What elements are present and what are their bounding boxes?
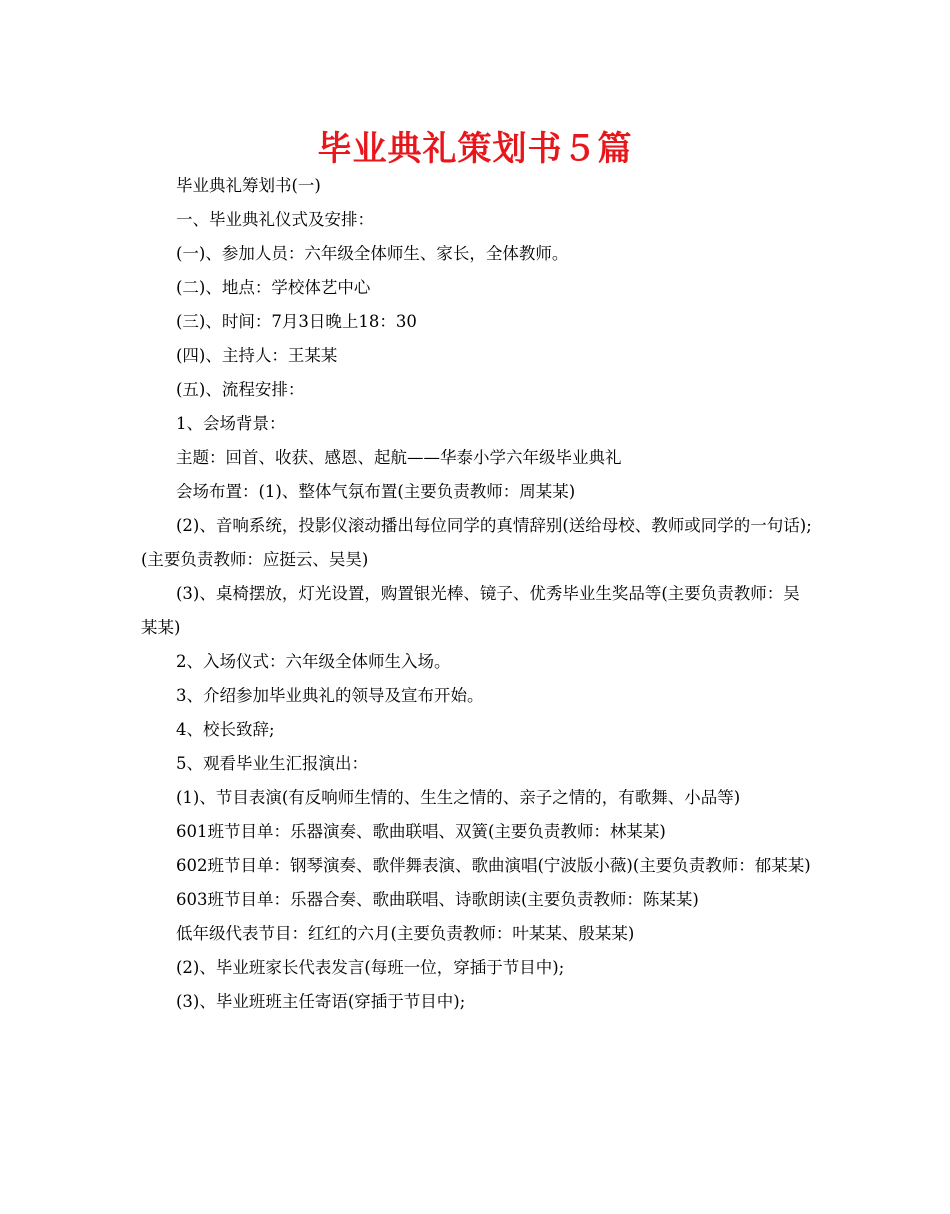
paragraph: (2)、毕业班家长代表发言(每班一位，穿插于节目中); (176, 958, 565, 977)
paragraph: (2)、音响系统，投影仪滚动播出每位同学的真情辞别(送给母校、教师或同学的一句话);(主要负责教师：应挺云、吴昊) (141, 516, 812, 569)
document-body (141, 169, 813, 1019)
paragraph: (3)、毕业班班主任寄语(穿插于节目中); (176, 992, 466, 1011)
paragraph: 毕业典礼筹划书(一) (176, 176, 321, 195)
paragraph: (三)、时间：7月3日晚上18：30 (176, 312, 417, 331)
page-title: 毕业典礼策划书５篇 (317, 129, 633, 169)
paragraph: (一)、参加人员：六年级全体师生、家长，全体教师。 (176, 244, 569, 263)
paragraph: 601班节目单：乐器演奏、歌曲联唱、双簧(主要负责教师：林某某) (176, 822, 666, 841)
paragraph: 602班节目单：钢琴演奏、歌伴舞表演、歌曲演唱(宁波版小薇)(主要负责教师：郁某某) (176, 856, 811, 875)
paragraph: 3、介绍参加毕业典礼的领导及宣布开始。 (176, 686, 484, 705)
paragraph: (1)、节目表演(有反响师生情的、生生之情的、亲子之情的，有歌舞、小品等) (176, 788, 741, 807)
paragraph: 会场布置：(1)、整体气氛布置(主要负责教师：周某某) (176, 482, 576, 501)
paragraph: 主题：回首、收获、感恩、起航——华泰小学六年级毕业典礼 (176, 448, 622, 467)
paragraph: (五)、流程安排： (176, 380, 305, 399)
paragraph: (3)、桌椅摆放，灯光设置，购置银光棒、镜子、优秀毕业生奖品等(主要负责教师：吴某某) (141, 584, 800, 637)
paragraph: 一、毕业典礼仪式及安排： (176, 210, 374, 229)
paragraph: 603班节目单：乐器合奏、歌曲联唱、诗歌朗读(主要负责教师：陈某某) (176, 890, 699, 909)
paragraph: 4、校长致辞; (176, 720, 275, 739)
paragraph: 低年级代表节目：红红的六月(主要负责教师：叶某某、殷某某) (176, 924, 635, 943)
paragraph: (四)、主持人：王某某 (176, 346, 338, 365)
paragraph: 2、入场仪式：六年级全体师生入场。 (176, 652, 451, 671)
paragraph: 5、观看毕业生汇报演出： (176, 754, 368, 773)
paragraph: (二)、地点：学校体艺中心 (176, 278, 371, 297)
paragraph: 1、会场背景： (176, 414, 286, 433)
